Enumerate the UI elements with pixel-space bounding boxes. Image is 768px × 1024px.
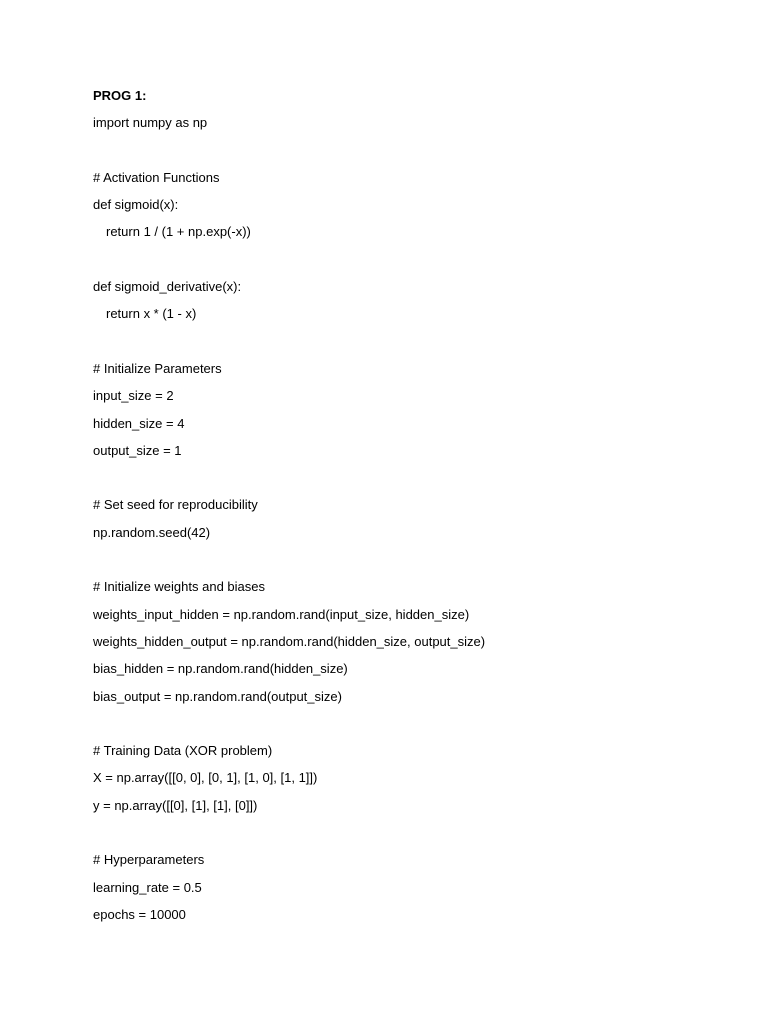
code-line: epochs = 10000	[93, 906, 186, 922]
code-line: def sigmoid(x):	[93, 197, 179, 213]
code-line: hidden_size = 4	[93, 415, 185, 431]
code-line: # Training Data (XOR problem)	[93, 743, 273, 759]
code-line: def sigmoid_derivative(x):	[93, 279, 242, 295]
blank-line	[93, 823, 733, 850]
code-line: # Set seed for reproducibility	[93, 497, 258, 513]
code-line: y = np.array([[0], [1], [1], [0]])	[93, 797, 258, 813]
code-line: # Initialize weights and biases	[93, 579, 265, 595]
blank-line	[93, 468, 733, 495]
blank-line	[93, 250, 733, 277]
code-line: # Activation Functions	[93, 169, 220, 185]
code-line: np.random.seed(42)	[93, 524, 211, 540]
code-line: weights_input_hidden = np.random.rand(input_size, hidden_size)	[93, 606, 470, 622]
code-line: input_size = 2	[93, 388, 174, 404]
code-line: return 1 / (1 + np.exp(-x))	[106, 224, 251, 240]
code-line: return x * (1 - x)	[106, 306, 197, 322]
code-line: learning_rate = 0.5	[93, 879, 202, 895]
code-line: output_size = 1	[93, 442, 182, 458]
code-line: X = np.array([[0, 0], [0, 1], [1, 0], [1, 1]])	[93, 770, 318, 786]
document-page	[93, 86, 733, 932]
code-line: bias_hidden = np.random.rand(hidden_size)	[93, 661, 348, 677]
document-heading: PROG 1:	[93, 88, 147, 103]
blank-line	[93, 714, 733, 741]
blank-line	[93, 550, 733, 577]
blank-line	[93, 332, 733, 359]
blank-line	[93, 141, 733, 168]
code-line: import numpy as np	[93, 115, 208, 131]
code-line: # Hyperparameters	[93, 852, 205, 868]
code-block	[93, 113, 733, 932]
code-line: bias_output = np.random.rand(output_size)	[93, 688, 342, 704]
code-line: # Initialize Parameters	[93, 360, 222, 376]
code-line: weights_hidden_output = np.random.rand(hidden_size, output_size)	[93, 633, 486, 649]
